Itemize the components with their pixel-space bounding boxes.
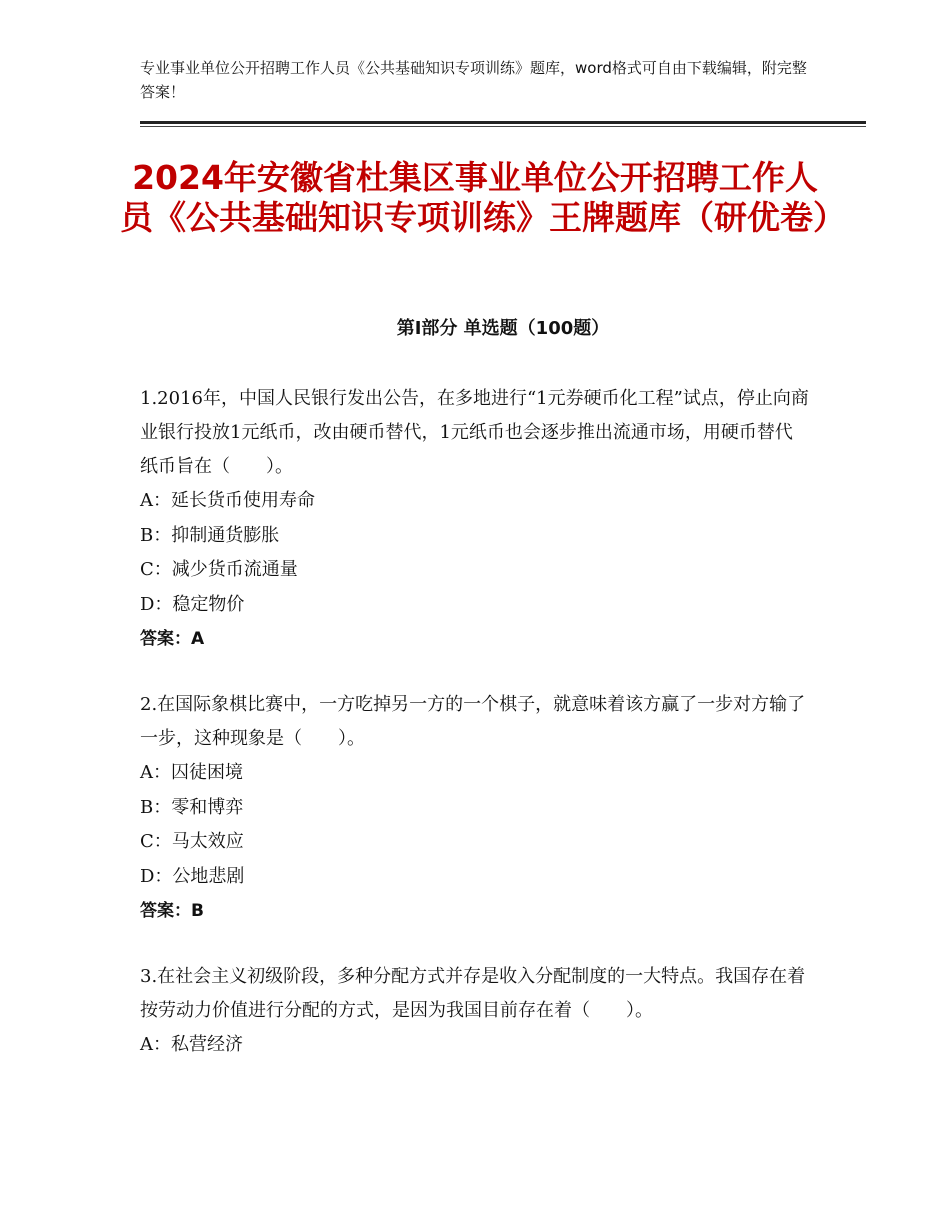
option-d: D：公地悲剧 [140,865,245,887]
question-2 [140,688,810,928]
header-rule-thin [140,126,866,127]
option-b: B：抑制通货膨胀 [140,524,280,546]
option-d: D：稳定物价 [140,593,245,615]
answer-label: 答案：B [140,901,204,921]
document-title: 2024年安徽省杜集区事业单位公开招聘工作人员《公共基础知识专项训练》王牌题库（研优卷） [120,158,846,237]
option-a: A：私营经济 [140,1034,243,1055]
question-stem: 1.2016年，中国人民银行发出公告，在多地进行“1元券硬币化工程”试点，停止向商业银行投放1元纸币，改由硬币替代，1元纸币也会逐步推出流通市场，用硬币替代纸币旨在（ ）。 [140,388,809,477]
answer-label: 答案：A [140,629,205,649]
question-3 [140,960,810,1063]
question-1 [140,382,810,656]
option-b: B：零和博弈 [140,796,244,818]
question-stem: 2.在国际象棋比赛中，一方吃掉另一方的一个棋子，就意味着该方赢了一步对方输了一步，这种现象是（ ）。 [140,694,806,749]
option-c: C：减少货币流通量 [140,559,298,580]
option-a: A：延长货币使用寿命 [140,490,315,511]
option-c: C：马太效应 [140,831,244,852]
section-title: 第I部分 单选题（100题） [396,318,610,339]
option-a: A：囚徒困境 [140,762,243,783]
header-rule-thick [140,121,866,124]
header-note: 专业事业单位公开招聘工作人员《公共基础知识专项训练》题库，word格式可自由下载编辑，附完整答案！ [140,59,807,101]
question-stem: 3.在社会主义初级阶段，多种分配方式并存是收入分配制度的一大特点。我国存在着按劳动力价值进行分配的方式，是因为我国目前存在着（ ）。 [140,966,806,1021]
